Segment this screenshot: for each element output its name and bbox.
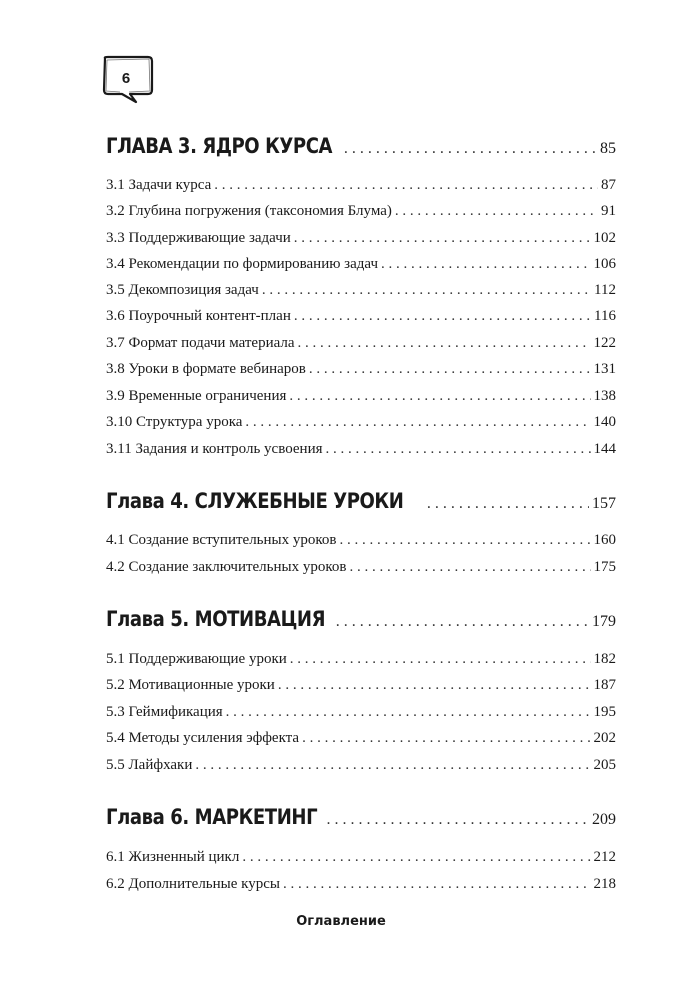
toc-entry[interactable] bbox=[106, 557, 616, 577]
chapter-title: Глава 5. МОТИВАЦИЯ bbox=[106, 607, 326, 631]
dot-leader bbox=[242, 847, 590, 867]
chapter-page: 179 bbox=[592, 613, 616, 630]
entry-page: 91 bbox=[601, 203, 616, 219]
chapter-3-entry[interactable] bbox=[106, 132, 616, 160]
entry-label: 3.6 Поурочный контент-план bbox=[106, 308, 291, 324]
dot-leader bbox=[245, 412, 590, 432]
toc-entry[interactable] bbox=[106, 201, 616, 221]
dot-leader bbox=[344, 135, 597, 163]
chapter-title: Глава 6. МАРКЕТИНГ bbox=[106, 805, 318, 829]
entry-label: 3.7 Формат подачи материала bbox=[106, 335, 295, 351]
toc-entry[interactable] bbox=[106, 359, 616, 379]
dot-leader bbox=[339, 530, 590, 550]
dot-leader bbox=[290, 649, 591, 669]
toc-entry[interactable] bbox=[106, 530, 616, 550]
entry-page: 116 bbox=[594, 308, 616, 324]
entry-page: 144 bbox=[593, 441, 616, 457]
toc-entry[interactable] bbox=[106, 333, 616, 353]
chapter-5-entry[interactable] bbox=[106, 605, 616, 633]
toc-entry[interactable] bbox=[106, 386, 616, 406]
dot-leader bbox=[309, 359, 591, 379]
toc-entry[interactable] bbox=[106, 874, 616, 894]
entry-page: 102 bbox=[593, 230, 616, 246]
dot-leader bbox=[427, 490, 589, 518]
page-number-badge bbox=[100, 54, 158, 104]
entry-page: 87 bbox=[601, 177, 616, 193]
dot-leader bbox=[283, 874, 591, 894]
toc-entry[interactable] bbox=[106, 675, 616, 695]
dot-leader bbox=[302, 728, 590, 748]
toc-entry[interactable] bbox=[106, 306, 616, 326]
entry-label: 3.2 Глубина погружения (таксономия Блума) bbox=[106, 203, 392, 219]
entry-label: 3.11 Задания и контроль усвоения bbox=[106, 441, 323, 457]
entry-page: 182 bbox=[593, 651, 616, 667]
entry-page: 106 bbox=[593, 256, 616, 272]
entry-page: 195 bbox=[593, 704, 616, 720]
entry-page: 218 bbox=[593, 876, 616, 892]
entry-page: 131 bbox=[593, 361, 616, 377]
chapter-page: 157 bbox=[592, 495, 616, 512]
dot-leader bbox=[395, 201, 598, 221]
toc-entry[interactable] bbox=[106, 649, 616, 669]
dot-leader bbox=[214, 175, 598, 195]
dot-leader bbox=[381, 254, 591, 274]
chapter-page: 85 bbox=[600, 140, 616, 157]
entry-page: 205 bbox=[593, 757, 616, 773]
chapter-title: ГЛАВА 3. ЯДРО КУРСА bbox=[106, 134, 333, 158]
entry-label: 5.5 Лайфхаки bbox=[106, 757, 193, 773]
toc-entry[interactable] bbox=[106, 254, 616, 274]
toc-entry[interactable] bbox=[106, 412, 616, 432]
entry-label: 6.2 Дополнительные курсы bbox=[106, 876, 280, 892]
chapter-page: 209 bbox=[592, 811, 616, 828]
entry-page: 112 bbox=[594, 282, 616, 298]
dot-leader bbox=[262, 280, 591, 300]
entry-label: 3.3 Поддерживающие задачи bbox=[106, 230, 291, 246]
entry-label: 3.9 Временные ограничения bbox=[106, 388, 287, 404]
dot-leader bbox=[289, 386, 590, 406]
entry-page: 160 bbox=[593, 532, 616, 548]
entry-label: 3.10 Структура урока bbox=[106, 414, 243, 430]
dot-leader bbox=[294, 306, 591, 326]
toc-entry[interactable] bbox=[106, 702, 616, 722]
entry-label: 4.2 Создание заключительных уроков bbox=[106, 559, 347, 575]
dot-leader bbox=[294, 228, 591, 248]
toc-entry[interactable] bbox=[106, 175, 616, 195]
dot-leader bbox=[278, 675, 591, 695]
entry-label: 5.4 Методы усиления эффекта bbox=[106, 730, 300, 746]
entry-label: 3.4 Рекомендации по формированию задач bbox=[106, 256, 378, 272]
entry-page: 202 bbox=[593, 730, 616, 746]
toc-entry[interactable] bbox=[106, 847, 616, 867]
entry-page: 122 bbox=[593, 335, 616, 351]
dot-leader bbox=[195, 755, 590, 775]
running-footer: Оглавление bbox=[296, 914, 386, 929]
entry-label: 5.2 Мотивационные уроки bbox=[106, 677, 275, 693]
chapter-6-entry[interactable] bbox=[106, 803, 616, 831]
toc-entry[interactable] bbox=[106, 280, 616, 300]
entry-page: 140 bbox=[593, 414, 616, 430]
chapter-title: Глава 4. СЛУЖЕБНЫЕ УРОКИ bbox=[106, 489, 404, 513]
dot-leader bbox=[349, 557, 590, 577]
entry-label: 3.1 Задачи курса bbox=[106, 177, 212, 193]
toc-entry[interactable] bbox=[106, 228, 616, 248]
entry-label: 3.5 Декомпозиция задач bbox=[106, 282, 259, 298]
dot-leader bbox=[336, 608, 589, 636]
toc-entry[interactable] bbox=[106, 755, 616, 775]
dot-leader bbox=[326, 439, 591, 459]
page-number: 6 bbox=[121, 70, 131, 87]
entry-label: 4.1 Создание вступительных уроков bbox=[106, 532, 337, 548]
entry-page: 187 bbox=[593, 677, 616, 693]
toc-entry[interactable] bbox=[106, 728, 616, 748]
entry-page: 175 bbox=[593, 559, 616, 575]
dot-leader bbox=[327, 806, 589, 834]
entry-page: 138 bbox=[593, 388, 616, 404]
toc-entry[interactable] bbox=[106, 439, 616, 459]
dot-leader bbox=[226, 702, 591, 722]
entry-page: 212 bbox=[593, 849, 616, 865]
dot-leader bbox=[298, 333, 591, 353]
entry-label: 3.8 Уроки в формате вебинаров bbox=[106, 361, 306, 377]
chapter-4-entry[interactable] bbox=[106, 487, 616, 515]
entry-label: 6.1 Жизненный цикл bbox=[106, 849, 240, 865]
entry-label: 5.1 Поддерживающие уроки bbox=[106, 651, 287, 667]
entry-label: 5.3 Геймификация bbox=[106, 704, 223, 720]
